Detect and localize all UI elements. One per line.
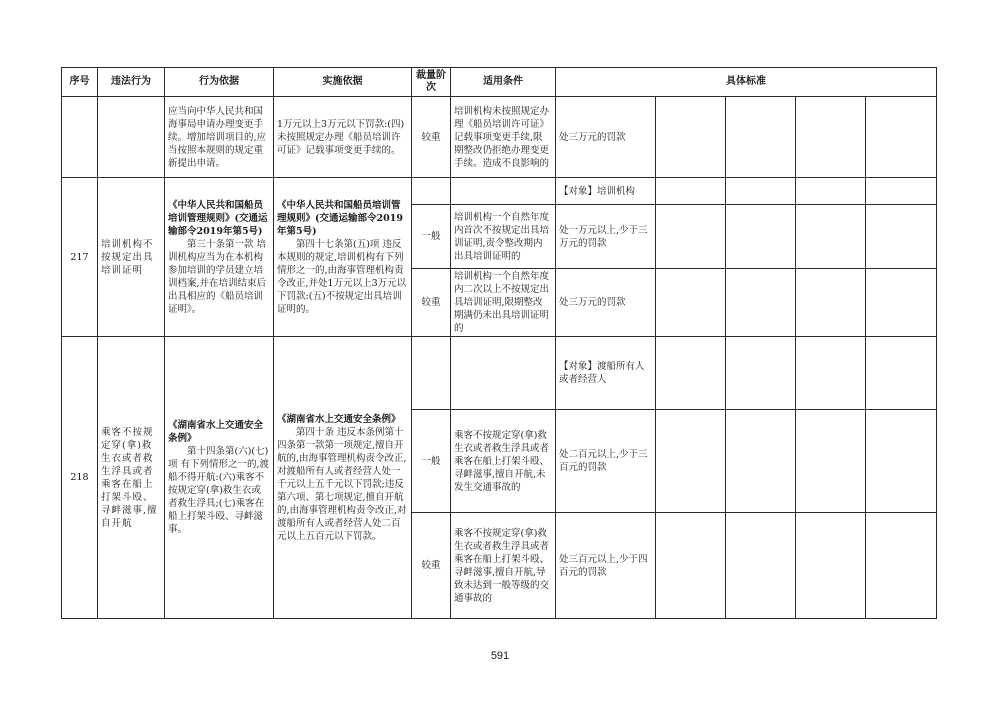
table-header-row (62, 68, 937, 97)
level-cell: 一般 (412, 410, 451, 513)
std-cell: 处三百元以上,少于四百元的罚款 (556, 513, 656, 619)
header-seq: 序号 (62, 68, 98, 97)
cond-cell: 乘客不按规定穿(拿)救生衣或者救生浮具或者乘客在船上打架斗殴、寻衅滋事,擅自开航,未发生交通事故的 (451, 410, 556, 513)
basis-cell (165, 178, 274, 337)
cond-cell: 乘客不按规定穿(拿)救生衣或者救生浮具或者乘客在船上打架斗殴、寻衅滋事,擅自开航,导致未达到一般等级的交通事故的 (451, 513, 556, 619)
cond-cell: 培训机构一个自然年度内首次不按规定出具培训证明,责令整改期内出具培训证明的 (451, 205, 556, 269)
level-cell: 较重 (412, 269, 451, 337)
std-cell: 处三万元的罚款 (556, 97, 656, 178)
table-row (62, 97, 937, 178)
impl-cell (274, 178, 412, 337)
basis-cell: 应当向中华人民共和国海事局申请办理变更手续。增加培训项目的,应当按照本规则的规定重新提出申请。 (165, 97, 274, 178)
std-cell: 处二百元以上,少于三百元的罚款 (556, 410, 656, 513)
impl-title: 《中华人民共和国船员培训管理规则》(交通运输部令2019年第5号) (277, 199, 403, 237)
target-cell: 【对象】渡船所有人或者经营人 (556, 337, 656, 410)
cond-cell: 培训机构一个自然年度内二次以上不按规定出具培训证明,限期整改期满仍未出具培训证明的 (451, 269, 556, 337)
header-cond: 适用条件 (451, 68, 556, 97)
impl-body: 第四十条 违反本条例第十四条第一款第一项规定,擅自开航的,由海事管理机构责令改正,对渡船所有人或者经营人处一千元以上五千元以下罚款;违反第六项、第七项规定,擅自开航的,由海事管理机构责令改正,对渡船所有人或者经营人处二百元以上五百元以下罚款。 (277, 426, 407, 542)
impl-cell: 1万元以上3万元以下罚款:(四)未按照规定办理《船员培训许可证》记载事项变更手续的。 (274, 97, 412, 178)
header-level: 裁量阶次 (412, 68, 451, 97)
table-row (62, 337, 937, 410)
behavior-cell: 培训机构不按规定出具培训证明 (98, 178, 165, 337)
header-basis: 行为依据 (165, 68, 274, 97)
table-row (62, 178, 937, 205)
header-behavior: 违法行为 (98, 68, 165, 97)
page-number: 591 (490, 650, 510, 662)
target-cell: 【对象】培训机构 (556, 178, 656, 205)
penalty-standards-table (61, 67, 937, 619)
impl-title: 《湖南省水上交通安全条例》 (277, 413, 401, 425)
std-cell: 处一万元以上,少于三万元的罚款 (556, 205, 656, 269)
basis-title: 《湖南省水上交通安全条例》 (168, 420, 264, 444)
impl-body: 第四十七条第(五)项 违反本规则的规定,培训机构有下列情形之一的,由海事管理机构责令改正,并处1万元以上3万元以下罚款:(五)不按规定出具培训证明的。 (277, 238, 407, 315)
std-cell: 处三万元的罚款 (556, 269, 656, 337)
basis-cell (165, 337, 274, 619)
basis-body: 第三十条第一款 培训机构应当为在本机构参加培训的学员建立培训档案,并在培训结束后出具相应的《船员培训证明》。 (168, 238, 267, 315)
header-std: 具体标准 (556, 68, 937, 97)
header-impl: 实施依据 (274, 68, 412, 97)
basis-title: 《中华人民共和国船员培训管理规则》(交通运输部令2019年第5号) (168, 199, 268, 237)
seq-cell: 218 (62, 337, 98, 619)
impl-cell (274, 337, 412, 619)
seq-cell (62, 97, 98, 178)
basis-body: 第十四条第(六)(七)项 有下列情形之一的,渡船不得开航:(六)乘客不按规定穿(拿)救生衣或者救生浮具;(七)乘客在船上打架斗殴、寻衅滋事。 (168, 446, 270, 535)
level-cell: 一般 (412, 205, 451, 269)
level-cell: 较重 (412, 97, 451, 178)
seq-cell: 217 (62, 178, 98, 337)
behavior-cell: 乘客不按规定穿(拿)救生衣或者救生浮具或者乘客在船上打架斗殴、寻衅滋事,擅自开航 (98, 337, 165, 619)
cond-cell: 培训机构未按照规定办理《船员培训许可证》记载事项变更手续,限期整改仍拒绝办理变更手续。造成不良影响的 (451, 97, 556, 178)
behavior-cell (98, 97, 165, 178)
level-cell: 较重 (412, 513, 451, 619)
